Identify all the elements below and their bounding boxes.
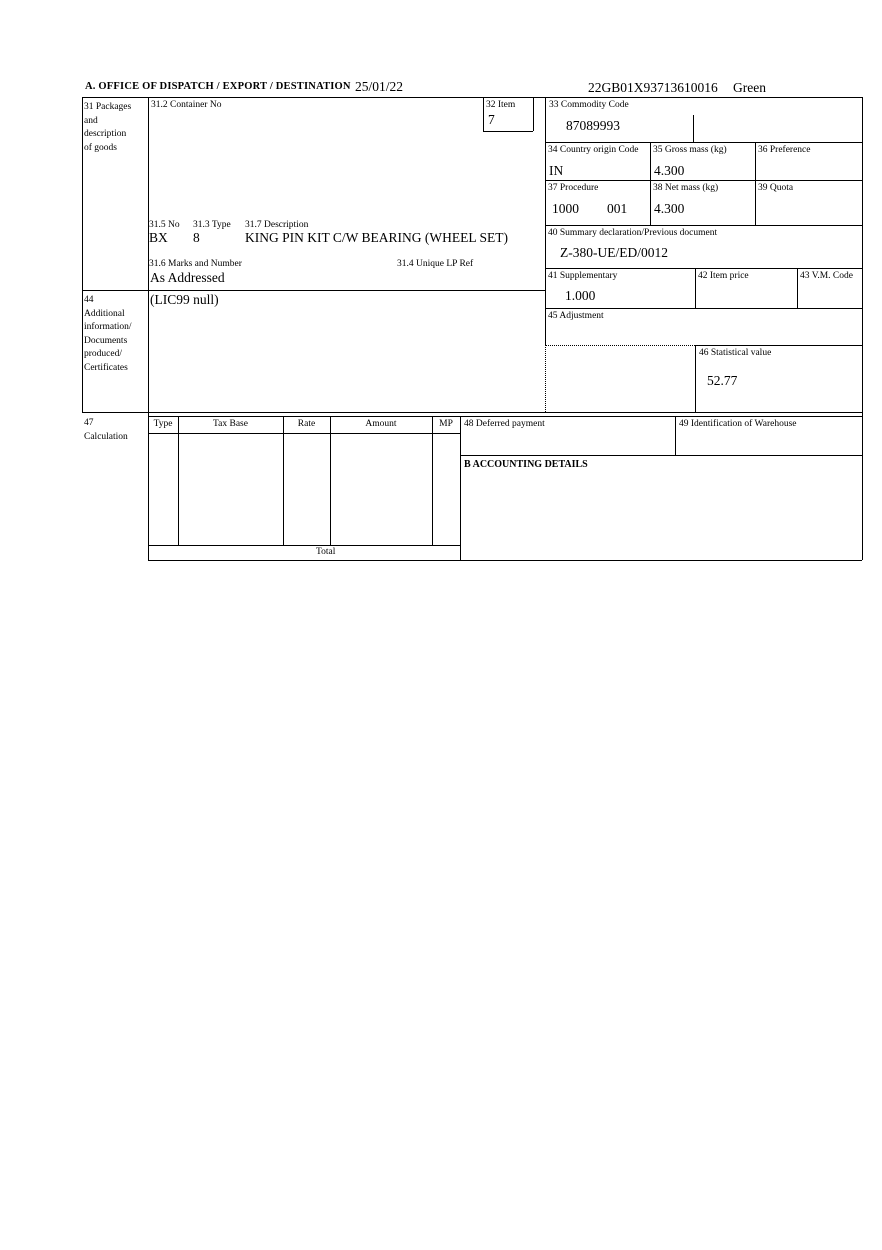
container-no-label: 31.2 Container No <box>151 100 222 110</box>
supplementary-value: 1.000 <box>565 288 596 303</box>
form-line <box>148 560 862 561</box>
commodity-code-value: 87089993 <box>566 118 620 133</box>
label-line: of goods <box>84 142 117 153</box>
office-of-dispatch-title: A. OFFICE OF DISPATCH / EXPORT / DESTINATION <box>85 81 351 92</box>
item-price-label: 42 Item price <box>698 271 749 281</box>
gross-mass-value: 4.300 <box>654 163 685 178</box>
form-line <box>432 416 433 545</box>
description-value: KING PIN KIT C/W BEARING (WHEEL SET) <box>245 230 508 245</box>
form-line <box>148 545 460 546</box>
label-line: Documents <box>84 335 128 346</box>
form-line <box>178 416 179 545</box>
form-line <box>545 308 862 309</box>
net-mass-label: 38 Net mass (kg) <box>653 183 719 193</box>
item-no-value: 7 <box>488 112 495 127</box>
mrn-number: 22GB01X93713610016 <box>588 80 718 95</box>
form-line <box>695 345 862 346</box>
country-origin-label: 34 Country origin Code <box>548 145 639 155</box>
statistical-value: 52.77 <box>707 373 738 388</box>
calc-header-type: Type <box>153 419 173 429</box>
marks-value: As Addressed <box>150 270 225 285</box>
packages-type-label: 31.3 Type <box>193 220 231 230</box>
item-no-label: 32 Item <box>486 100 516 110</box>
accounting-details-label: B ACCOUNTING DETAILS <box>464 459 588 470</box>
form-line <box>82 97 862 98</box>
form-line <box>545 142 862 143</box>
box44-additional-info-label <box>84 294 132 375</box>
calc-header-rate: Rate <box>297 419 316 429</box>
country-origin-value: IN <box>549 163 564 178</box>
packages-no-label: 31.5 No <box>149 220 180 230</box>
form-line <box>533 97 534 131</box>
form-line <box>675 416 676 455</box>
form-line <box>545 268 862 269</box>
form-line <box>82 290 545 291</box>
procedure-label: 37 Procedure <box>548 183 599 193</box>
form-line <box>148 97 149 560</box>
procedure-value-1: 1000 <box>552 201 579 216</box>
label-line: information/ <box>84 322 132 332</box>
box31-packages-label <box>84 101 131 155</box>
form-line <box>862 97 863 560</box>
form-line <box>483 131 533 132</box>
form-line <box>82 97 83 412</box>
additional-info-value: (LIC99 null) <box>150 292 219 307</box>
gross-mass-label: 35 Gross mass (kg) <box>653 145 727 155</box>
label-line: 47 <box>84 418 94 428</box>
preference-label: 36 Preference <box>758 145 811 155</box>
form-line <box>650 142 651 225</box>
label-line: description <box>84 129 127 139</box>
form-line <box>695 268 696 308</box>
declaration-date: 25/01/22 <box>355 79 404 94</box>
label-line: and <box>84 115 98 126</box>
form-line <box>148 416 862 417</box>
routing-status: Green <box>733 80 766 95</box>
description-label: 31.7 Description <box>245 220 309 230</box>
form-line <box>545 180 862 181</box>
form-dotted-line <box>545 345 695 346</box>
form-line <box>797 268 798 308</box>
form-line <box>82 412 862 413</box>
calc-header-amount: Amount <box>365 419 397 429</box>
form-line <box>693 115 694 142</box>
lp-ref-label: 31.4 Unique LP Ref <box>397 259 474 269</box>
calc-header-mp: MP <box>439 419 453 429</box>
statistical-value-label: 46 Statistical value <box>699 348 772 358</box>
form-line <box>545 225 862 226</box>
commodity-code-label: 33 Commodity Code <box>549 100 629 110</box>
vm-code-label: 43 V.M. Code <box>800 271 853 281</box>
form-line <box>545 97 546 345</box>
form-line <box>483 97 484 131</box>
marks-label: 31.6 Marks and Number <box>149 259 242 269</box>
label-line: Additional <box>84 308 125 319</box>
adjustment-label: 45 Adjustment <box>548 311 604 321</box>
label-line: Calculation <box>84 431 128 442</box>
supplementary-label: 41 Supplementary <box>548 271 618 281</box>
calc-total-label: Total <box>316 547 336 557</box>
label-line: Certificates <box>84 362 128 373</box>
form-line <box>460 416 461 560</box>
packages-type-value: 8 <box>193 230 200 245</box>
warehouse-id-label: 49 Identification of Warehouse <box>679 419 797 429</box>
label-line: produced/ <box>84 349 122 359</box>
form-line <box>330 416 331 545</box>
summary-declaration-label: 40 Summary declaration/Previous document <box>548 228 718 238</box>
deferred-payment-label: 48 Deferred payment <box>464 419 545 429</box>
box47-calculation-label <box>84 417 128 444</box>
form-line <box>695 345 696 412</box>
net-mass-value: 4.300 <box>654 201 685 216</box>
form-line <box>283 416 284 545</box>
label-line: 31 Packages <box>84 102 132 112</box>
packages-no-value: BX <box>149 230 168 245</box>
form-line <box>148 433 460 434</box>
form-line <box>460 455 862 456</box>
calc-header-tax-base: Tax Base <box>213 419 248 429</box>
quota-label: 39 Quota <box>758 183 794 193</box>
form-dotted-line <box>545 345 546 412</box>
label-line: 44 <box>84 295 94 305</box>
summary-declaration-value: Z-380-UE/ED/0012 <box>560 245 668 260</box>
procedure-value-2: 001 <box>607 201 628 216</box>
form-line <box>755 142 756 225</box>
